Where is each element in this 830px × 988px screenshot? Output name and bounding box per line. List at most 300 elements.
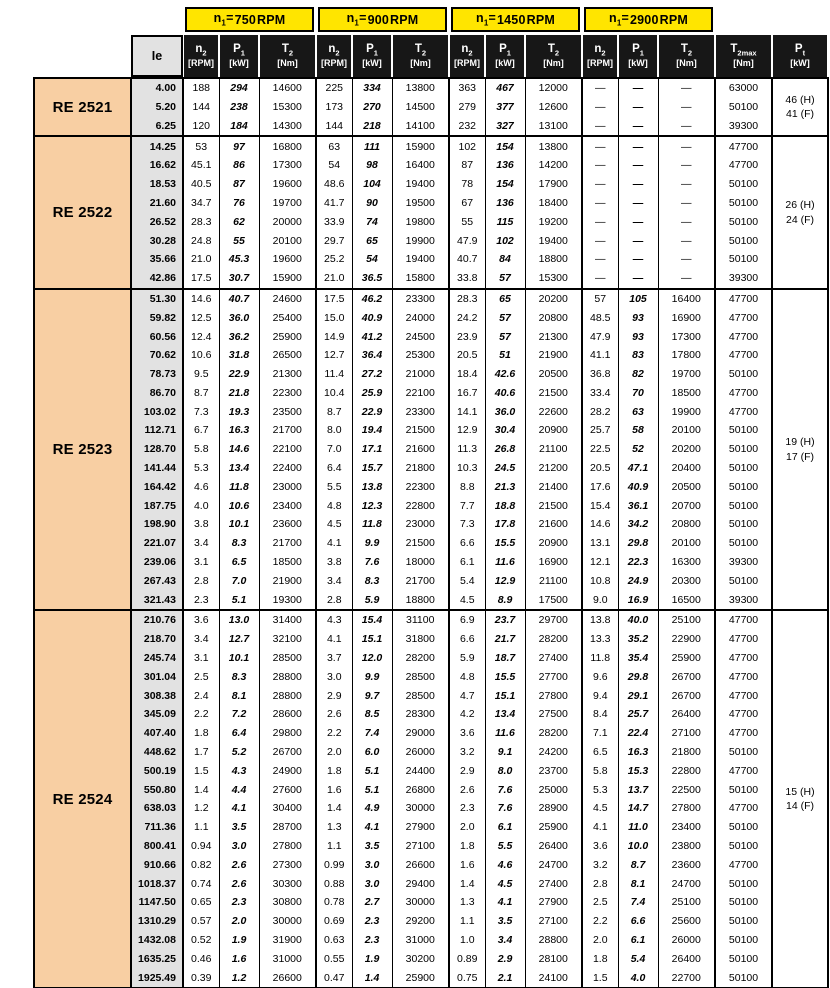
speed-unit: RPM [526,12,555,27]
cell-ie: 711.36 [131,818,183,837]
cell-n2-1450rpm: 23.9 [449,327,485,346]
cell-p1-900rpm: 11.8 [352,515,392,534]
col-header-n2-3: $n_2$ [RPM] [582,34,618,78]
cell-t2-2900rpm: 25900 [658,649,715,668]
cell-p1-1450rpm: 136 [485,156,525,175]
cell-t2-900rpm: 23300 [392,403,449,422]
speed-value: 750 [234,12,257,27]
cell-t2-1450rpm: 21900 [525,346,582,365]
data-row [34,136,828,156]
cell-p1-900rpm: 8.5 [352,705,392,724]
data-row [34,591,828,611]
cell-ie: 141.44 [131,459,183,478]
cell-n2-1450rpm: 3.2 [449,743,485,762]
cell-p1-1450rpm: 102 [485,231,525,250]
cell-t2-1450rpm: 28100 [525,950,582,969]
cell-n2-750rpm: 21.0 [183,250,219,269]
cell-t2-900rpm: 16400 [392,156,449,175]
cell-n2-750rpm: 14.6 [183,289,219,309]
cell-p1-750rpm: 294 [219,78,259,98]
cell-t2-1450rpm: 21400 [525,478,582,497]
cell-t2-900rpm: 19900 [392,231,449,250]
data-row [34,950,828,969]
cell-t2-900rpm: 22800 [392,497,449,516]
cell-p1-1450rpm: 30.4 [485,421,525,440]
cell-t2max: 50100 [715,534,772,553]
cell-n2-750rpm: 6.7 [183,421,219,440]
cell-t2-750rpm: 18500 [259,553,316,572]
cell-t2-750rpm: 28800 [259,687,316,706]
cell-p1-2900rpm: — [618,231,658,250]
cell-p1-750rpm: 97 [219,136,259,156]
cell-n2-1450rpm: 8.8 [449,478,485,497]
data-row [34,762,828,781]
cell-n2-2900rpm: 14.6 [582,515,618,534]
cell-ie: 6.25 [131,117,183,137]
cell-t2-900rpm: 26800 [392,780,449,799]
cell-p1-2900rpm: — [618,136,658,156]
cell-t2-900rpm: 19400 [392,250,449,269]
cell-ie: 198.90 [131,515,183,534]
cell-p1-1450rpm: 8.0 [485,762,525,781]
cell-p1-1450rpm: 4.1 [485,893,525,912]
cell-n2-750rpm: 2.3 [183,591,219,611]
cell-t2max: 50100 [715,98,772,117]
cell-n2-900rpm: 1.8 [316,762,352,781]
cell-n2-2900rpm: — [582,136,618,156]
cell-n2-2900rpm: 1.8 [582,950,618,969]
cell-t2-750rpm: 21700 [259,421,316,440]
cell-p1-750rpm: 16.3 [219,421,259,440]
cell-n2-1450rpm: 14.1 [449,403,485,422]
cell-n2-900rpm: 4.3 [316,610,352,630]
cell-t2max: 39300 [715,269,772,289]
cell-n2-750rpm: 17.5 [183,269,219,289]
data-row [34,837,828,856]
cell-p1-750rpm: 2.3 [219,893,259,912]
cell-t2-1450rpm: 13100 [525,117,582,137]
cell-p1-2900rpm: 93 [618,309,658,328]
speed-header-900-rpm [316,7,449,34]
cell-n2-2900rpm: 48.5 [582,309,618,328]
data-row [34,231,828,250]
cell-p1-750rpm: 22.9 [219,365,259,384]
cell-t2-2900rpm: — [658,175,715,194]
cell-n2-2900rpm: 6.5 [582,743,618,762]
cell-p1-1450rpm: 4.5 [485,874,525,893]
cell-t2max: 50100 [715,931,772,950]
cell-n2-900rpm: 0.47 [316,968,352,988]
cell-p1-750rpm: 21.8 [219,384,259,403]
cell-t2-750rpm: 23000 [259,478,316,497]
cell-p1-2900rpm: 13.7 [618,780,658,799]
cell-t2-750rpm: 22300 [259,384,316,403]
cell-n2-1450rpm: 232 [449,117,485,137]
cell-n2-900rpm: 2.2 [316,724,352,743]
cell-t2-2900rpm: 18500 [658,384,715,403]
cell-n2-2900rpm: — [582,117,618,137]
cell-p1-750rpm: 86 [219,156,259,175]
cell-t2-900rpm: 30000 [392,893,449,912]
data-row [34,384,828,403]
cell-ie: 18.53 [131,175,183,194]
cell-p1-2900rpm: 83 [618,346,658,365]
cell-t2-2900rpm: 23800 [658,837,715,856]
cell-ie: 218.70 [131,630,183,649]
cell-p1-1450rpm: 40.6 [485,384,525,403]
cell-p1-2900rpm: 82 [618,365,658,384]
cell-t2max: 50100 [715,780,772,799]
cell-t2max: 63000 [715,78,772,98]
cell-p1-900rpm: 65 [352,231,392,250]
cell-p1-900rpm: 40.9 [352,309,392,328]
cell-n2-1450rpm: 7.3 [449,515,485,534]
data-row [34,874,828,893]
cell-n2-1450rpm: 40.7 [449,250,485,269]
cell-n2-1450rpm: 1.4 [449,874,485,893]
cell-t2-1450rpm: 18400 [525,194,582,213]
cell-t2max: 50100 [715,968,772,988]
cell-p1-1450rpm: 17.8 [485,515,525,534]
cell-n2-900rpm: 1.3 [316,818,352,837]
cell-t2-900rpm: 25900 [392,968,449,988]
data-row [34,78,828,98]
cell-n2-900rpm: 3.4 [316,572,352,591]
cell-t2-1450rpm: 12600 [525,98,582,117]
cell-p1-2900rpm: 8.7 [618,856,658,875]
cell-t2-2900rpm: 22900 [658,630,715,649]
cell-p1-1450rpm: 136 [485,194,525,213]
cell-t2-2900rpm: 20300 [658,572,715,591]
cell-t2-1450rpm: 18800 [525,250,582,269]
cell-n2-900rpm: 1.4 [316,799,352,818]
cell-p1-750rpm: 62 [219,213,259,232]
cell-n2-750rpm: 0.94 [183,837,219,856]
cell-n2-900rpm: 4.5 [316,515,352,534]
cell-t2-900rpm: 13800 [392,78,449,98]
cell-t2-2900rpm: 22500 [658,780,715,799]
cell-n2-1450rpm: 33.8 [449,269,485,289]
cell-p1-900rpm: 9.9 [352,668,392,687]
cell-n2-2900rpm: — [582,231,618,250]
cell-p1-2900rpm: 58 [618,421,658,440]
cell-t2-750rpm: 29800 [259,724,316,743]
cell-p1-2900rpm: 4.0 [618,968,658,988]
cell-n2-900rpm: 0.55 [316,950,352,969]
cell-n2-2900rpm: 13.3 [582,630,618,649]
cell-t2-2900rpm: 21800 [658,743,715,762]
cell-n2-1450rpm: 1.8 [449,837,485,856]
cell-t2-2900rpm: 26400 [658,705,715,724]
cell-p1-1450rpm: 57 [485,309,525,328]
data-row [34,687,828,706]
cell-t2max: 50100 [715,194,772,213]
header-spacer-left [34,7,183,34]
data-row [34,156,828,175]
cell-p1-750rpm: 2.6 [219,874,259,893]
cell-p1-750rpm: 12.7 [219,630,259,649]
data-row [34,534,828,553]
cell-n2-750rpm: 144 [183,98,219,117]
cell-t2-900rpm: 15800 [392,269,449,289]
cell-t2max: 50100 [715,440,772,459]
cell-n2-900rpm: 41.7 [316,194,352,213]
cell-p1-1450rpm: 3.5 [485,912,525,931]
cell-t2-1450rpm: 20800 [525,309,582,328]
cell-n2-750rpm: 1.8 [183,724,219,743]
cell-p1-1450rpm: 154 [485,136,525,156]
cell-p1-2900rpm: 29.1 [618,687,658,706]
cell-n2-900rpm: 1.6 [316,780,352,799]
cell-ie: 1925.49 [131,968,183,988]
cell-p1-2900rpm: 34.2 [618,515,658,534]
group-label: RE 2524 [34,610,131,988]
cell-p1-1450rpm: 377 [485,98,525,117]
column-header-row [34,34,828,78]
data-row [34,289,828,309]
cell-t2-750rpm: 20000 [259,213,316,232]
cell-p1-2900rpm: 6.1 [618,931,658,950]
cell-ie: 1635.25 [131,950,183,969]
cell-t2-900rpm: 18000 [392,553,449,572]
cell-t2-2900rpm: — [658,98,715,117]
cell-t2-900rpm: 21700 [392,572,449,591]
cell-t2-1450rpm: 21500 [525,497,582,516]
cell-n2-1450rpm: 55 [449,213,485,232]
cell-t2-750rpm: 22100 [259,440,316,459]
cell-t2-1450rpm: 28200 [525,724,582,743]
cell-n2-750rpm: 5.3 [183,459,219,478]
cell-t2-900rpm: 26600 [392,856,449,875]
cell-t2-2900rpm: — [658,156,715,175]
cell-t2-900rpm: 19400 [392,175,449,194]
cell-p1-750rpm: 6.5 [219,553,259,572]
speed-unit: RPM [659,12,688,27]
cell-t2-1450rpm: 24700 [525,856,582,875]
cell-p1-1450rpm: 11.6 [485,553,525,572]
cell-n2-900rpm: 25.2 [316,250,352,269]
cell-t2max: 47700 [715,610,772,630]
cell-p1-750rpm: 2.6 [219,856,259,875]
cell-t2max: 47700 [715,687,772,706]
cell-t2-750rpm: 19300 [259,591,316,611]
n1-symbol: $n_1=$ [346,11,367,28]
cell-p1-900rpm: 4.1 [352,818,392,837]
cell-p1-900rpm: 90 [352,194,392,213]
group-label: RE 2523 [34,289,131,611]
cell-p1-2900rpm: 16.9 [618,591,658,611]
speed-unit: RPM [390,12,419,27]
cell-n2-2900rpm: 5.3 [582,780,618,799]
cell-p1-750rpm: 3.0 [219,837,259,856]
cell-t2max: 50100 [715,572,772,591]
cell-n2-900rpm: 29.7 [316,231,352,250]
cell-ie: 301.04 [131,668,183,687]
cell-n2-2900rpm: 8.4 [582,705,618,724]
data-row [34,497,828,516]
data-row [34,724,828,743]
cell-t2max: 50100 [715,818,772,837]
cell-t2-900rpm: 21800 [392,459,449,478]
cell-t2-750rpm: 23600 [259,515,316,534]
cell-n2-750rpm: 0.46 [183,950,219,969]
cell-t2-900rpm: 14100 [392,117,449,137]
cell-ie: 70.62 [131,346,183,365]
cell-n2-900rpm: 54 [316,156,352,175]
cell-p1-1450rpm: 115 [485,213,525,232]
cell-p1-2900rpm: — [618,213,658,232]
cell-n2-2900rpm: 9.6 [582,668,618,687]
cell-n2-900rpm: 1.1 [316,837,352,856]
cell-t2-750rpm: 26500 [259,346,316,365]
cell-p1-750rpm: 8.1 [219,687,259,706]
cell-p1-900rpm: 13.8 [352,478,392,497]
cell-p1-750rpm: 2.0 [219,912,259,931]
cell-t2max: 47700 [715,136,772,156]
header-spacer-pt [772,7,828,34]
cell-n2-900rpm: 2.9 [316,687,352,706]
cell-t2-750rpm: 25900 [259,327,316,346]
cell-p1-900rpm: 270 [352,98,392,117]
cell-p1-750rpm: 36.0 [219,309,259,328]
cell-t2max: 47700 [715,762,772,781]
cell-p1-900rpm: 41.2 [352,327,392,346]
cell-p1-2900rpm: — [618,194,658,213]
cell-n2-1450rpm: 2.0 [449,818,485,837]
cell-t2max: 47700 [715,799,772,818]
cell-t2-900rpm: 31000 [392,931,449,950]
cell-p1-750rpm: 55 [219,231,259,250]
cell-p1-1450rpm: 12.9 [485,572,525,591]
col-header-t2-2: $T_2$ [Nm] [525,34,582,78]
cell-t2-750rpm: 21300 [259,365,316,384]
label-column-spacer [34,34,131,78]
cell-p1-1450rpm: 8.9 [485,591,525,611]
cell-t2-750rpm: 24900 [259,762,316,781]
cell-p1-900rpm: 1.9 [352,950,392,969]
col-header-pt: $P_t$ [kW] [772,34,828,78]
cell-t2-750rpm: 27300 [259,856,316,875]
cell-p1-900rpm: 3.0 [352,856,392,875]
cell-n2-2900rpm: 47.9 [582,327,618,346]
cell-ie: 187.75 [131,497,183,516]
cell-t2-750rpm: 28700 [259,818,316,837]
cell-t2-2900rpm: 22800 [658,762,715,781]
cell-t2-1450rpm: 14200 [525,156,582,175]
cell-n2-2900rpm: 5.8 [582,762,618,781]
cell-p1-750rpm: 6.4 [219,724,259,743]
cell-p1-2900rpm: 47.1 [618,459,658,478]
cell-n2-750rpm: 3.6 [183,610,219,630]
cell-p1-2900rpm: 35.4 [618,649,658,668]
cell-n2-1450rpm: 1.0 [449,931,485,950]
cell-ie: 221.07 [131,534,183,553]
cell-n2-900rpm: 173 [316,98,352,117]
cell-pt: 46 (H) 41 (F) [772,78,828,136]
cell-n2-1450rpm: 1.1 [449,912,485,931]
cell-t2-750rpm: 26700 [259,743,316,762]
cell-n2-900rpm: 3.0 [316,668,352,687]
cell-ie: 103.02 [131,403,183,422]
cell-t2-1450rpm: 27400 [525,649,582,668]
cell-ie: 500.19 [131,762,183,781]
cell-p1-900rpm: 98 [352,156,392,175]
cell-n2-900rpm: 3.7 [316,649,352,668]
speed-value: 1450 [497,12,526,27]
speed-value: 900 [367,12,390,27]
cell-n2-2900rpm: 36.8 [582,365,618,384]
cell-t2-750rpm: 28500 [259,649,316,668]
cell-t2max: 39300 [715,117,772,137]
cell-n2-2900rpm: 10.8 [582,572,618,591]
cell-p1-750rpm: 184 [219,117,259,137]
cell-t2-900rpm: 29400 [392,874,449,893]
cell-t2-900rpm: 22100 [392,384,449,403]
cell-p1-750rpm: 13.0 [219,610,259,630]
cell-t2-900rpm: 28200 [392,649,449,668]
cell-p1-900rpm: 2.3 [352,931,392,950]
cell-n2-750rpm: 188 [183,78,219,98]
cell-n2-900rpm: 2.6 [316,705,352,724]
cell-t2-900rpm: 24500 [392,327,449,346]
cell-t2max: 39300 [715,591,772,611]
cell-p1-900rpm: 15.4 [352,610,392,630]
cell-t2max: 50100 [715,950,772,969]
cell-p1-2900rpm: 63 [618,403,658,422]
cell-n2-750rpm: 0.74 [183,874,219,893]
cell-t2-900rpm: 31800 [392,630,449,649]
cell-n2-1450rpm: 102 [449,136,485,156]
cell-t2-2900rpm: 20400 [658,459,715,478]
data-row [34,365,828,384]
cell-n2-900rpm: 3.8 [316,553,352,572]
cell-n2-750rpm: 12.4 [183,327,219,346]
cell-t2max: 50100 [715,421,772,440]
cell-n2-750rpm: 1.7 [183,743,219,762]
cell-t2-750rpm: 30000 [259,912,316,931]
cell-t2-1450rpm: 27500 [525,705,582,724]
cell-ie: 16.62 [131,156,183,175]
cell-ie: 60.56 [131,327,183,346]
cell-ie: 910.66 [131,856,183,875]
cell-ie: 5.20 [131,98,183,117]
cell-n2-900rpm: 5.5 [316,478,352,497]
cell-p1-2900rpm: — [618,175,658,194]
cell-p1-900rpm: 74 [352,213,392,232]
cell-p1-1450rpm: 2.9 [485,950,525,969]
cell-n2-750rpm: 24.8 [183,231,219,250]
cell-t2-900rpm: 28300 [392,705,449,724]
cell-n2-750rpm: 2.5 [183,668,219,687]
cell-n2-2900rpm: 3.6 [582,837,618,856]
cell-p1-750rpm: 31.8 [219,346,259,365]
cell-t2-750rpm: 30300 [259,874,316,893]
cell-t2-900rpm: 29200 [392,912,449,931]
data-row [34,572,828,591]
cell-t2-2900rpm: — [658,231,715,250]
cell-n2-1450rpm: 24.2 [449,309,485,328]
cell-p1-900rpm: 9.9 [352,534,392,553]
cell-t2-1450rpm: 15300 [525,269,582,289]
cell-p1-900rpm: 12.0 [352,649,392,668]
cell-n2-2900rpm: 9.4 [582,687,618,706]
cell-t2-750rpm: 21700 [259,534,316,553]
cell-n2-900rpm: 4.1 [316,630,352,649]
cell-t2-1450rpm: 28800 [525,931,582,950]
cell-n2-2900rpm: 4.1 [582,818,618,837]
cell-t2max: 50100 [715,365,772,384]
cell-n2-750rpm: 4.0 [183,497,219,516]
